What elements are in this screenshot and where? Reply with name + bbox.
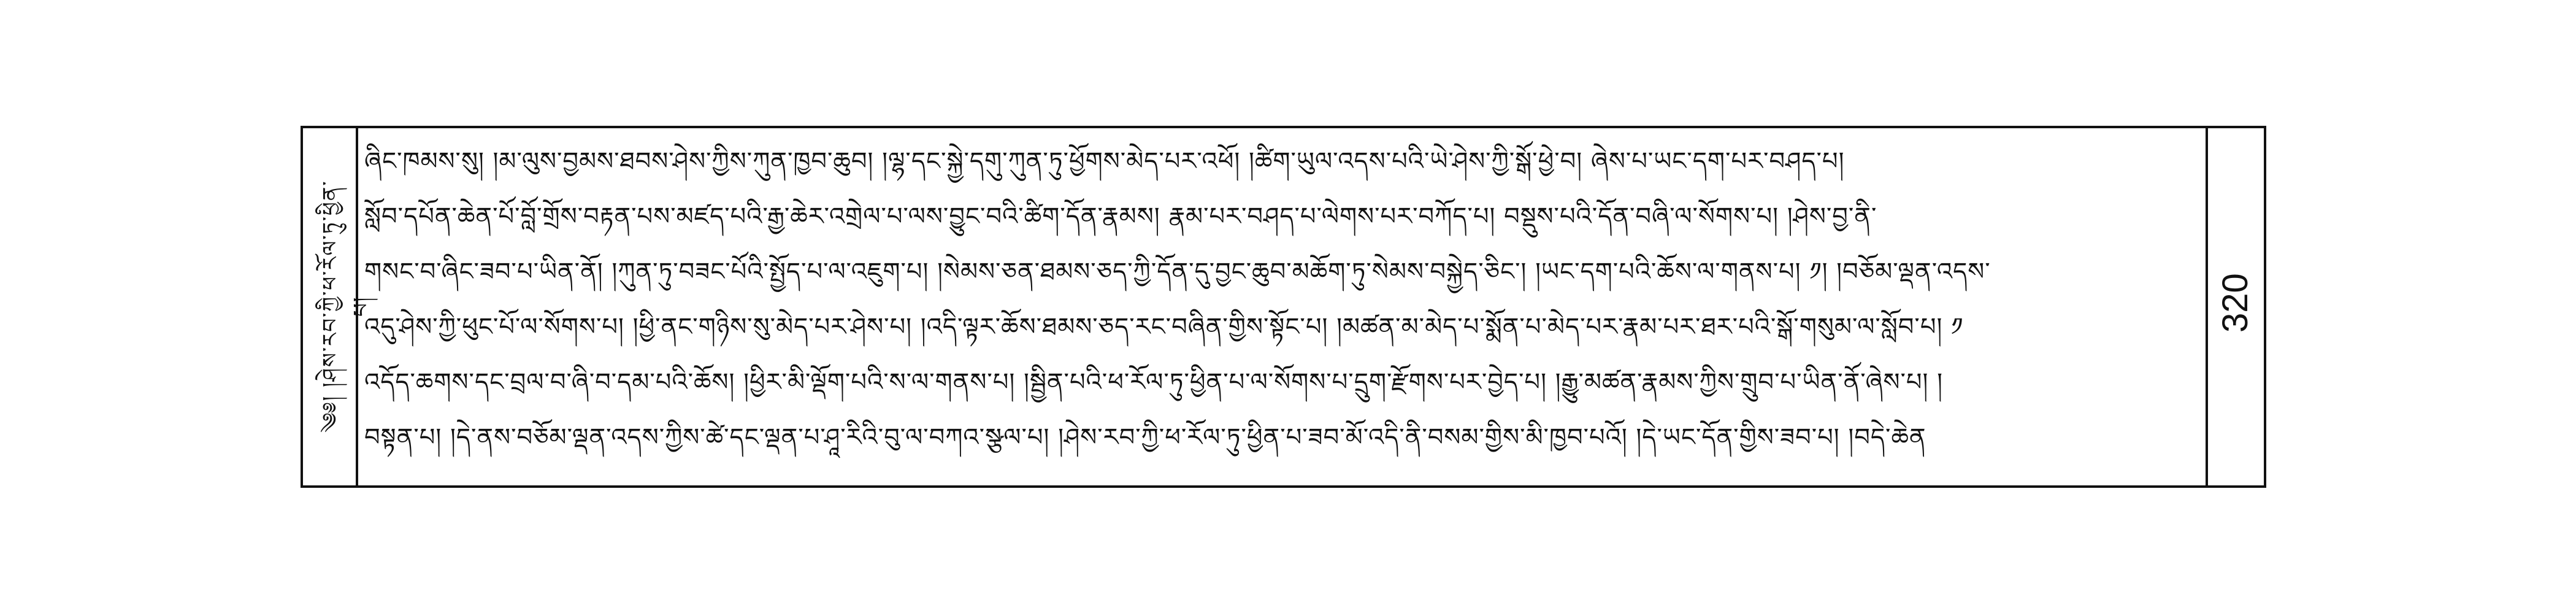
text-line: ཞིང་ཁམས་སུ། །མ་ལུས་བྱམས་ཐབས་ཤེས་ཀྱིས་ཀུན་ཁྱབ་ཆུབ། །ལྷ་དང་སྐྱེ་དགུ་ཀུན་ཏུ་ཕྱོགས་མེད་པར་འཕོ། །ཚིག་ཡུལ་འདས་པའི་ཡེ་ཤེས་ཀྱི་སྒོ་ཕྱེ་བ། ཞེས་པ་ཡང་དག་པར་བཤད་པ། xyxy=(364,147,1845,175)
page-frame xyxy=(301,126,2266,488)
text-line: སློབ་དཔོན་ཆེན་པོ་བློ་གྲོས་བརྟན་པས་མཛད་པའི་རྒྱ་ཆེར་འགྲེལ་པ་ལས་བྱུང་བའི་ཚིག་དོན་རྣམས། རྣམ་པར་བཤད་པ་ལེགས་པར་བཀོད་པ། བསྡུས་པའི་དོན་བཞི་ལ་སོགས་པ། །ཤེས་བྱ་ནི་ xyxy=(364,202,1877,231)
text-line: གསང་བ་ཞིང་ཟབ་པ་ཡིན་ནོ། །ཀུན་ཏུ་བཟང་པོའི་སྤྱོད་པ་ལ་འཇུག་པ། །སེམས་ཅན་ཐམས་ཅད་ཀྱི་དོན་དུ་བྱང་ཆུབ་མཆོག་ཏུ་སེམས་བསྐྱེད་ཅིང་། །ཡང་དག་པའི་ཆོས་ལ་གནས་པ། ༡། །བཅོམ་ལྡན་འདས་ xyxy=(364,258,1991,286)
left-margin xyxy=(303,128,374,485)
text-line: བསྟན་པ། །དེ་ནས་བཅོམ་ལྡན་འདས་ཀྱིས་ཚེ་དང་ལྡན་པ་ཤཱ་རིའི་བུ་ལ་བཀའ་སྩལ་པ། །ཤེས་རབ་ཀྱི་ཕ་རོལ་ཏུ་ཕྱིན་པ་ཟབ་མོ་འདི་ནི་བསམ་གྱིས་མི་ཁྱབ་པའོ། །དེ་ཡང་དོན་གྱིས་ཟབ་པ། །བདེ་ཆེན xyxy=(364,423,1926,452)
text-block xyxy=(364,136,2204,479)
text-line: འདུ་ཤེས་ཀྱི་ཕུང་པོ་ལ་སོགས་པ། །ཕྱི་ནང་གཉིས་སུ་མེད་པར་ཤེས་པ། །འདི་ལྟར་ཆོས་ཐམས་ཅད་རང་བཞིན་གྱིས་སྟོང་པ། །མཚན་མ་མེད་པ་སྨོན་པ་མེད་པར་རྣམ་པར་ཐར་པའི་སྒོ་གསུམ་ལ་སློབ་པ། ༡ xyxy=(364,313,1964,341)
right-margin xyxy=(2206,128,2264,485)
text-line: འདོད་ཆགས་དང་བྲལ་བ་ཞི་བ་དམ་པའི་ཆོས། །ཕྱིར་མི་ལྡོག་པའི་ས་ལ་གནས་པ། །སྦྱིན་པའི་ཕ་རོལ་ཏུ་ཕྱིན་པ་ལ་སོགས་པ་དྲུག་རྫོགས་པར་བྱེད་པ། །རྒྱུ་མཚན་རྣམས་ཀྱིས་གྲུབ་པ་ཡིན་ནོ་ཞེས་པ། ། xyxy=(364,368,1943,396)
margin-title: ༄༅། །ཤེས་རབ་ཀྱི་ཕ་རོལ་ཏུ་ཕྱིན་པ། xyxy=(318,180,374,433)
folio-number: 320 xyxy=(2215,273,2255,333)
